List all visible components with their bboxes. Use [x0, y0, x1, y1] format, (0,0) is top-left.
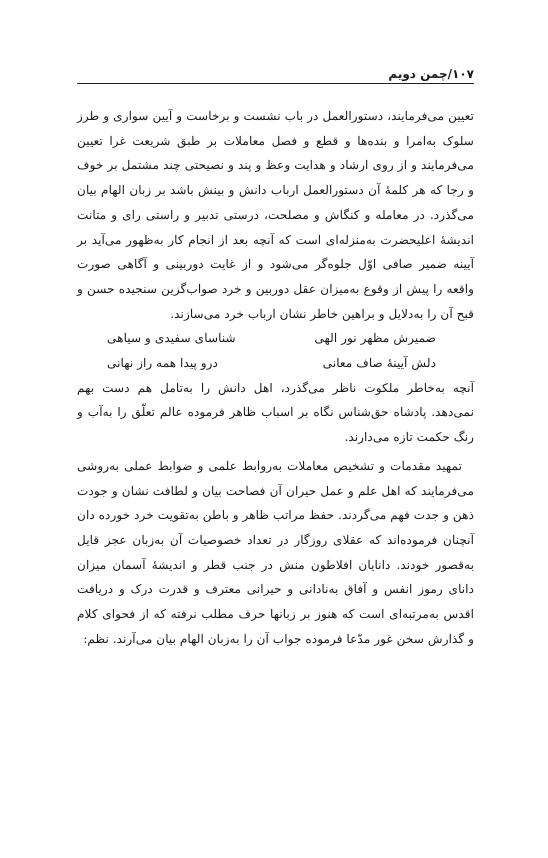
paragraph-2: آنچه به‌خاطر ملکوت ناظر می‌گذرد، اهل دانش را به‌تامل هم دست بهم نمی‌دهد. پادشاه حق‌شناس نگاه بر اسباب ظاهر فرموده عالم تعلّق را به‌آب و رنگ حکمت تازه می‌دارند.: [77, 380, 474, 445]
paragraph-3: تمهید مقدمات و تشخیص معاملات به‌روابط علمی و ضوابط عملی به‌روشی می‌فرمایند که اهل علم و عمل حیران آن فصاحت بیان و لطافت نشان و جودت ذهن و جدت فهم می‌گردند. حفظ مراتب ظاهر و باطن به‌تقویت خرد خورده دان آنچنان فرموده‌اند که عقلای روزگار در تعداد خصوصیات آن به‌زبان عجز قایل به‌قصور خودند. دانایان افلاطون منش در جنب قطر و اندیشهٔ آسمان میزان دانای رموز انفس و آفاق به‌نادانی و حیرانی معترف و قدرت درک و دریافت اقدس به‌مرتبه‌ای است که هنوز بر زبانها حرف مطلب نرفته که از فحوای کلام و گذارش سخن غور مدّعا فرموده جواب آن را به‌زبان الهام بیان می‌آرند. نظم:: [77, 458, 474, 646]
verse-line-1: [107, 326, 436, 351]
book-page: [77, 58, 474, 798]
verse-1-left-hemistich: شناسای سفیدی و سیاهی: [107, 331, 236, 346]
verse-line-2: [107, 351, 436, 376]
page-header: [77, 58, 474, 84]
page-body: [77, 104, 474, 651]
running-head: ۱۰۷/چمن دویم: [388, 67, 474, 81]
verse-2-left-hemistich: درو پیدا همه راز نهانی: [107, 356, 218, 371]
verse-1-right-hemistich: ضمیرش مظهر نور الهی: [314, 331, 436, 346]
paragraph-1: تعیین می‌فرمایند، دستورالعمل در باب نشست و برخاست و آیین سواری و طرز سلوک به‌امرا و بنده‌ها و قطع و فصل معاملات بر طبق شریعت غرا تعیین می‌فرمایند و از روی ارشاد و هدایت وعظ و پند و نصیحتی چند مشتمل بر خوف و رجا که هر کلمهٔ آن دستورالعمل ارباب دانش و بینش باشد بر زبان الهام بیان می‌گذرد. در معامله و کنگاش و مصلحت، درستی تدبیر و راستی رای و متانت اندیشهٔ اعلیحضرت به‌منزله‌ای است که آنچه بعد از انجام کار به‌ظهور می‌آید بر آیینه ضمیر صافی اوّل جلوه‌گر می‌شود و از غایت دوربینی و آگاهی صورت واقعه را پیش از وقوع به‌میزان عقل دوربین و خرد صواب‌گزین سنجیده حسن و قبح آن را به‌دلایل و براهین خاطر نشان ارباب خرد می‌سازند.: [77, 109, 474, 321]
verse-block: [77, 326, 474, 375]
verse-2-right-hemistich: دلش آیینهٔ صاف معانی: [322, 356, 436, 371]
